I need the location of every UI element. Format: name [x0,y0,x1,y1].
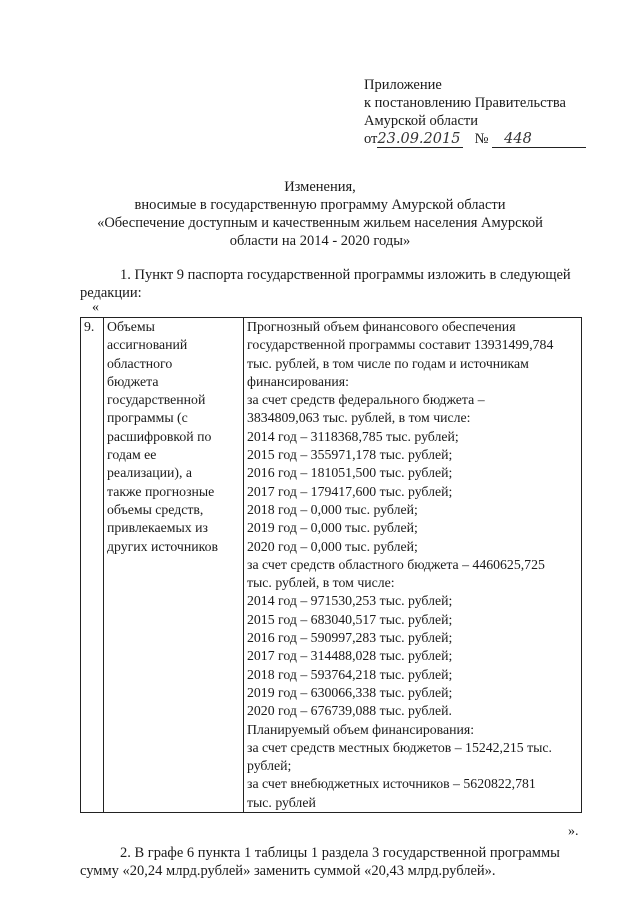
left-line: годам ее [107,447,157,463]
document-title [0,178,640,250]
right-line: 2020 год – 676739,088 тыс. рублей. [247,703,452,719]
item1-line1: 1. Пункт 9 паспорта государственной программы изложить в следующей [120,267,571,283]
left-line: государственной [107,392,206,408]
right-line: 2018 год – 593764,218 тыс. рублей; [247,666,453,682]
row-content-cell [244,318,582,813]
passport-table [80,317,582,813]
left-line: привлекаемых из [107,520,208,536]
right-line: Планируемый объем финансирования: [247,721,475,737]
right-line: 2016 год – 590997,283 тыс. рублей; [247,630,453,646]
right-line: 2019 год – 630066,338 тыс. рублей; [247,684,453,700]
number-prefix: № [474,131,489,147]
right-line: 2014 год – 3118368,785 тыс. рублей; [247,428,459,444]
row-title-cell [104,318,244,813]
item1-line2: редакции: [80,285,142,301]
handwritten-date: 23.09.2015 [377,131,463,148]
table-row [81,318,582,813]
left-line: ассигнований [107,337,188,353]
appendix-resolution-ref: к постановлению Правительства [364,95,566,111]
right-line: за счет средств областного бюджета – 4460625,725 [247,556,545,572]
close-quote: ». [568,824,579,839]
appendix-header [364,76,586,148]
right-line: 2016 год – 181051,500 тыс. рублей; [247,465,453,481]
right-line: тыс. рублей [247,794,316,810]
appendix-label: Приложение [364,77,442,93]
right-line: финансирования: [247,373,349,389]
item2-line2: сумму «20,24 млрд.рублей» заменить суммой «20,43 млрд.рублей». [80,863,496,879]
right-line: 2017 год – 179417,600 тыс. рублей; [247,483,453,499]
right-line: за счет средств федерального бюджета – [247,392,485,408]
left-line: областного [107,355,173,371]
right-line: 2020 год – 0,000 тыс. рублей; [247,538,418,554]
right-line: Прогнозный объем финансового обеспечения [247,319,516,334]
left-line: программы (с [107,410,188,426]
left-line: других источников [107,538,219,554]
title-line-2: вносимые в государственную программу Амурской области [134,197,506,213]
row-number-cell [81,318,104,813]
left-line: также прогнозные [107,483,215,499]
left-line: объемы средств, [107,501,204,517]
row-number: 9. [84,319,95,334]
right-line: тыс. рублей, в том числе: [247,575,395,591]
right-line: государственной программы составит 13931499,784 [247,337,554,353]
handwritten-number: 448 [492,131,586,148]
right-line: 2015 год – 683040,517 тыс. рублей; [247,611,453,627]
left-line: Объемы [107,319,155,334]
right-line: за счет средств местных бюджетов – 15242,215 тыс. [247,739,552,755]
item2-line1: 2. В графе 6 пункта 1 таблицы 1 раздела 3 государственной программы [120,845,560,861]
left-line: реализации), а [107,465,193,481]
open-quote: « [92,300,99,315]
left-line: бюджета [107,373,159,389]
title-line-3: «Обеспечение доступным и качественным жильем населения Амурской [97,215,543,231]
resolution-date-number [364,130,586,148]
title-line-1: Изменения, [284,179,356,195]
right-line: за счет внебюджетных источников – 5620822,781 [247,776,536,792]
appendix-region: Амурской области [364,113,478,129]
right-line: 3834809,063 тыс. рублей, в том числе: [247,410,471,426]
title-line-4: области на 2014 - 2020 годы» [229,233,411,249]
date-prefix: от [364,131,378,147]
right-line: 2015 год – 355971,178 тыс. рублей; [247,447,453,463]
right-line: 2019 год – 0,000 тыс. рублей; [247,520,418,536]
right-line: рублей; [247,758,292,774]
right-line: 2017 год – 314488,028 тыс. рублей; [247,648,453,664]
right-line: 2014 год – 971530,253 тыс. рублей; [247,593,453,609]
right-line: тыс. рублей, в том числе по годам и источникам [247,355,529,371]
left-line: расшифровкой по [107,428,212,444]
right-line: 2018 год – 0,000 тыс. рублей; [247,501,418,517]
